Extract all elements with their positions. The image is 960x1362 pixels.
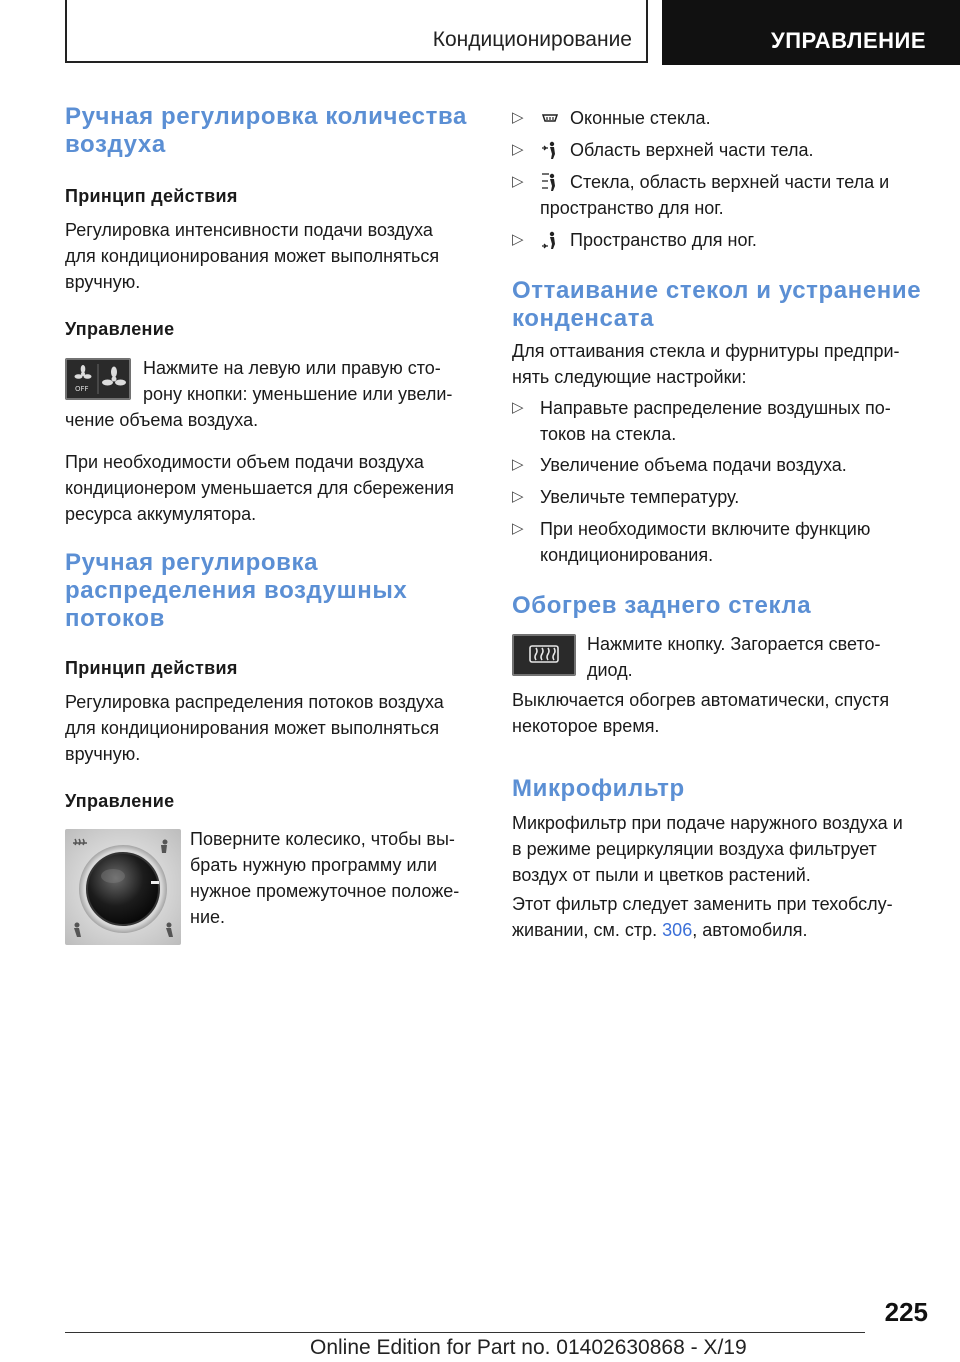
heading-defrost: Оттаивание стекол и устранение конденсата [512,277,922,332]
list-item-footwell: ▷ Пространство для ног. [512,227,932,253]
heading-air-quantity: Ручная регулировка количества воздуха [65,103,467,158]
list-item-increase-air: ▷ Увеличение объема подачи воздуха. [512,452,932,478]
windshield-defrost-icon [540,108,560,128]
upper-body-airflow-icon [540,140,560,160]
paragraph-principle-1: Регулировка интенсивности подачи воздуха для кондиционирования может выполняться вручную. [65,220,440,292]
paragraph-battery: При необходимости объем подачи воздуха кондиционером уменьшается для сбережения ресурса аккумулятора. [65,452,454,524]
heading-rear-window-heating: Обогрев заднего стекла [512,592,812,619]
page-number: 225 [884,1297,928,1327]
list-item-windows-upper-footwell: ▷ Стекла, область верхней части тела и пространство для ног. [512,169,932,221]
bullet-triangle-icon: ▷ [512,231,524,248]
header-section-title: Кондиционирование [432,28,632,51]
control-text-1b: чение объема воздуха. [65,410,259,430]
control-text-rear-heating: Нажмите кнопку. Загорается свето- диод. [587,634,881,680]
footwell-airflow-icon [540,230,560,250]
list-item-direct-airflow: ▷ Направьте распределение воздушных по- токов на стекла. [512,395,932,447]
bullet-triangle-icon: ▷ [512,399,524,416]
paragraph-rear-heating: Выключается обогрев автоматически, спустя некоторое время. [512,690,890,736]
list-item-enable-ac: ▷ При необходимости включите функцию кондиционирования. [512,516,932,568]
svg-text:OFF: OFF [75,385,89,393]
fan-speed-button-image [65,358,131,400]
subheading-control-2: Управление [65,791,175,811]
rear-window-heating-button-image [512,634,576,676]
list-item-windows: ▷ Оконные стекла. [512,105,932,131]
heading-air-distribution: Ручная регулировка распределения воздушных потоков [65,549,408,632]
bullet-triangle-icon: ▷ [512,456,524,473]
control-text-1a: Нажмите на левую или правую сто- рону кнопки: уменьшение или увели- [143,358,453,404]
bullet-triangle-icon: ▷ [512,488,524,505]
paragraph-microfilter-1: Микрофильтр при подаче наружного воздуха и в режиме рециркуляции воздуха фильтрует воздух от пыли и цветков растений. [512,813,903,885]
control-text-2: Поверните колесико, чтобы вы- брать нужную программу или нужное промежуточное положе- ние. [190,829,460,927]
bullet-triangle-icon: ▷ [512,141,524,158]
header-chapter-title: УПРАВЛЕНИЕ [771,28,926,53]
combined-airflow-icon [540,172,560,192]
list-item-upper-body: ▷ Область верхней части тела. [512,137,932,163]
subheading-principle-1: Принцип действия [65,186,238,206]
heading-microfilter: Микрофильтр [512,775,685,802]
paragraph-microfilter-2: Этот фильтр следует заменить при техобслу- живании, см. стр. 306, автомобиля. [512,894,893,940]
bullet-triangle-icon: ▷ [512,520,524,537]
bullet-triangle-icon: ▷ [512,173,524,190]
paragraph-principle-2: Регулировка распределения потоков воздуха для кондиционирования может выполняться вручную. [65,692,444,764]
paragraph-defrost: Для оттаивания стекла и фурнитуры предпри- нять следующие настройки: [512,341,900,387]
subheading-principle-2: Принцип действия [65,658,238,678]
air-distribution-knob-image [65,829,181,945]
header-section-box [65,0,648,63]
bullet-triangle-icon: ▷ [512,109,524,126]
page-reference-link[interactable]: 306 [662,920,693,940]
footer-edition-text: Online Edition for Part no. 01402630868 - X/19 [310,1336,747,1359]
subheading-control-1: Управление [65,319,175,339]
footer-divider [65,1332,865,1333]
header-chapter-box [662,0,960,65]
list-item-increase-temp: ▷ Увеличьте температуру. [512,484,932,510]
